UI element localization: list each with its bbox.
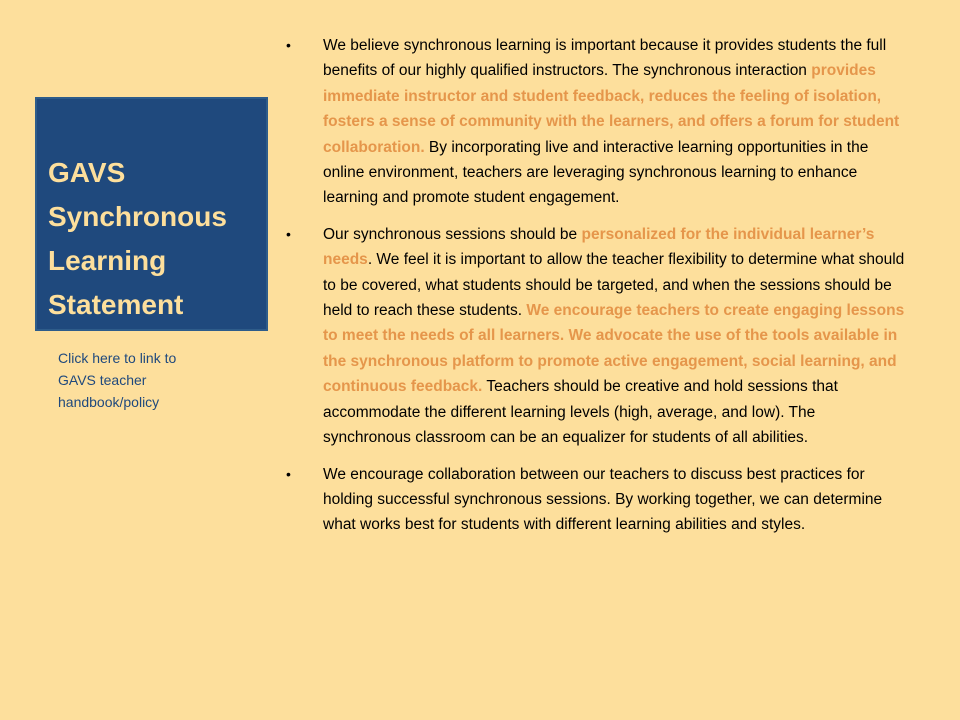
statement-content xyxy=(284,33,906,549)
bullet-3-text-1: We encourage collaboration between our teachers to discuss best practices for holding successful synchronous sessions. By working together, we can determine what works best for students with different learning abilities and styles. xyxy=(323,465,883,534)
bullet-2-text-2: . We feel it is important to allow the teacher flexibility to determine what should to be covered, what students should be targeted, and when the sessions should be held to reach these students. xyxy=(323,251,905,320)
link-line-1: Click here to link to xyxy=(58,350,177,366)
title-line-4: Statement xyxy=(48,289,184,320)
bullet-item-2 xyxy=(284,222,906,451)
bullet-icon: • xyxy=(286,37,291,53)
link-line-2: GAVS teacher xyxy=(58,372,147,388)
bullet-1-text-2: By incorporating live and interactive learning opportunities in the online environment, teachers are leveraging synchronous learning to enhance learning and promote student engagement. xyxy=(323,138,869,207)
bullet-2-text-1: Our synchronous sessions should be xyxy=(323,225,582,243)
title-line-1: GAVS xyxy=(48,157,126,188)
slide-title xyxy=(48,151,263,327)
handbook-policy-link[interactable] xyxy=(58,347,228,413)
bullet-icon: • xyxy=(286,225,291,242)
link-line-3: handbook/policy xyxy=(58,394,160,410)
title-line-2: Synchronous xyxy=(48,201,227,232)
bullet-2-highlight-2: We encourage teachers to create engaging lessons to meet the needs of all learners. We advocate the use of the tools available in the synchronous platform to promote active engagement, social learning, and continuous feedback. xyxy=(323,302,905,396)
title-line-3: Learning xyxy=(48,245,167,276)
bullet-item-1 xyxy=(284,33,906,211)
bullet-icon: • xyxy=(286,465,291,482)
bullet-item-3 xyxy=(284,462,906,538)
bullet-1-text-1: We believe synchronous learning is important because it provides students the full benefits of our highly qualified instructors. The synchronous interaction xyxy=(323,37,887,80)
bullet-2-highlight-1: personalized for the individual learner’s needs xyxy=(323,225,875,269)
title-box xyxy=(35,97,268,331)
bullet-1-highlight-1: provides immediate instructor and student feedback, reduces the feeling of isolation, fosters a sense of community with the learners, and offers a forum for student collaboration. xyxy=(323,62,900,156)
bullet-2-text-3: Teachers should be creative and hold sessions that accommodate the different learning levels (high, average, and low). The synchronous classroom can be an equalizer for students of all abilities. xyxy=(323,378,838,447)
